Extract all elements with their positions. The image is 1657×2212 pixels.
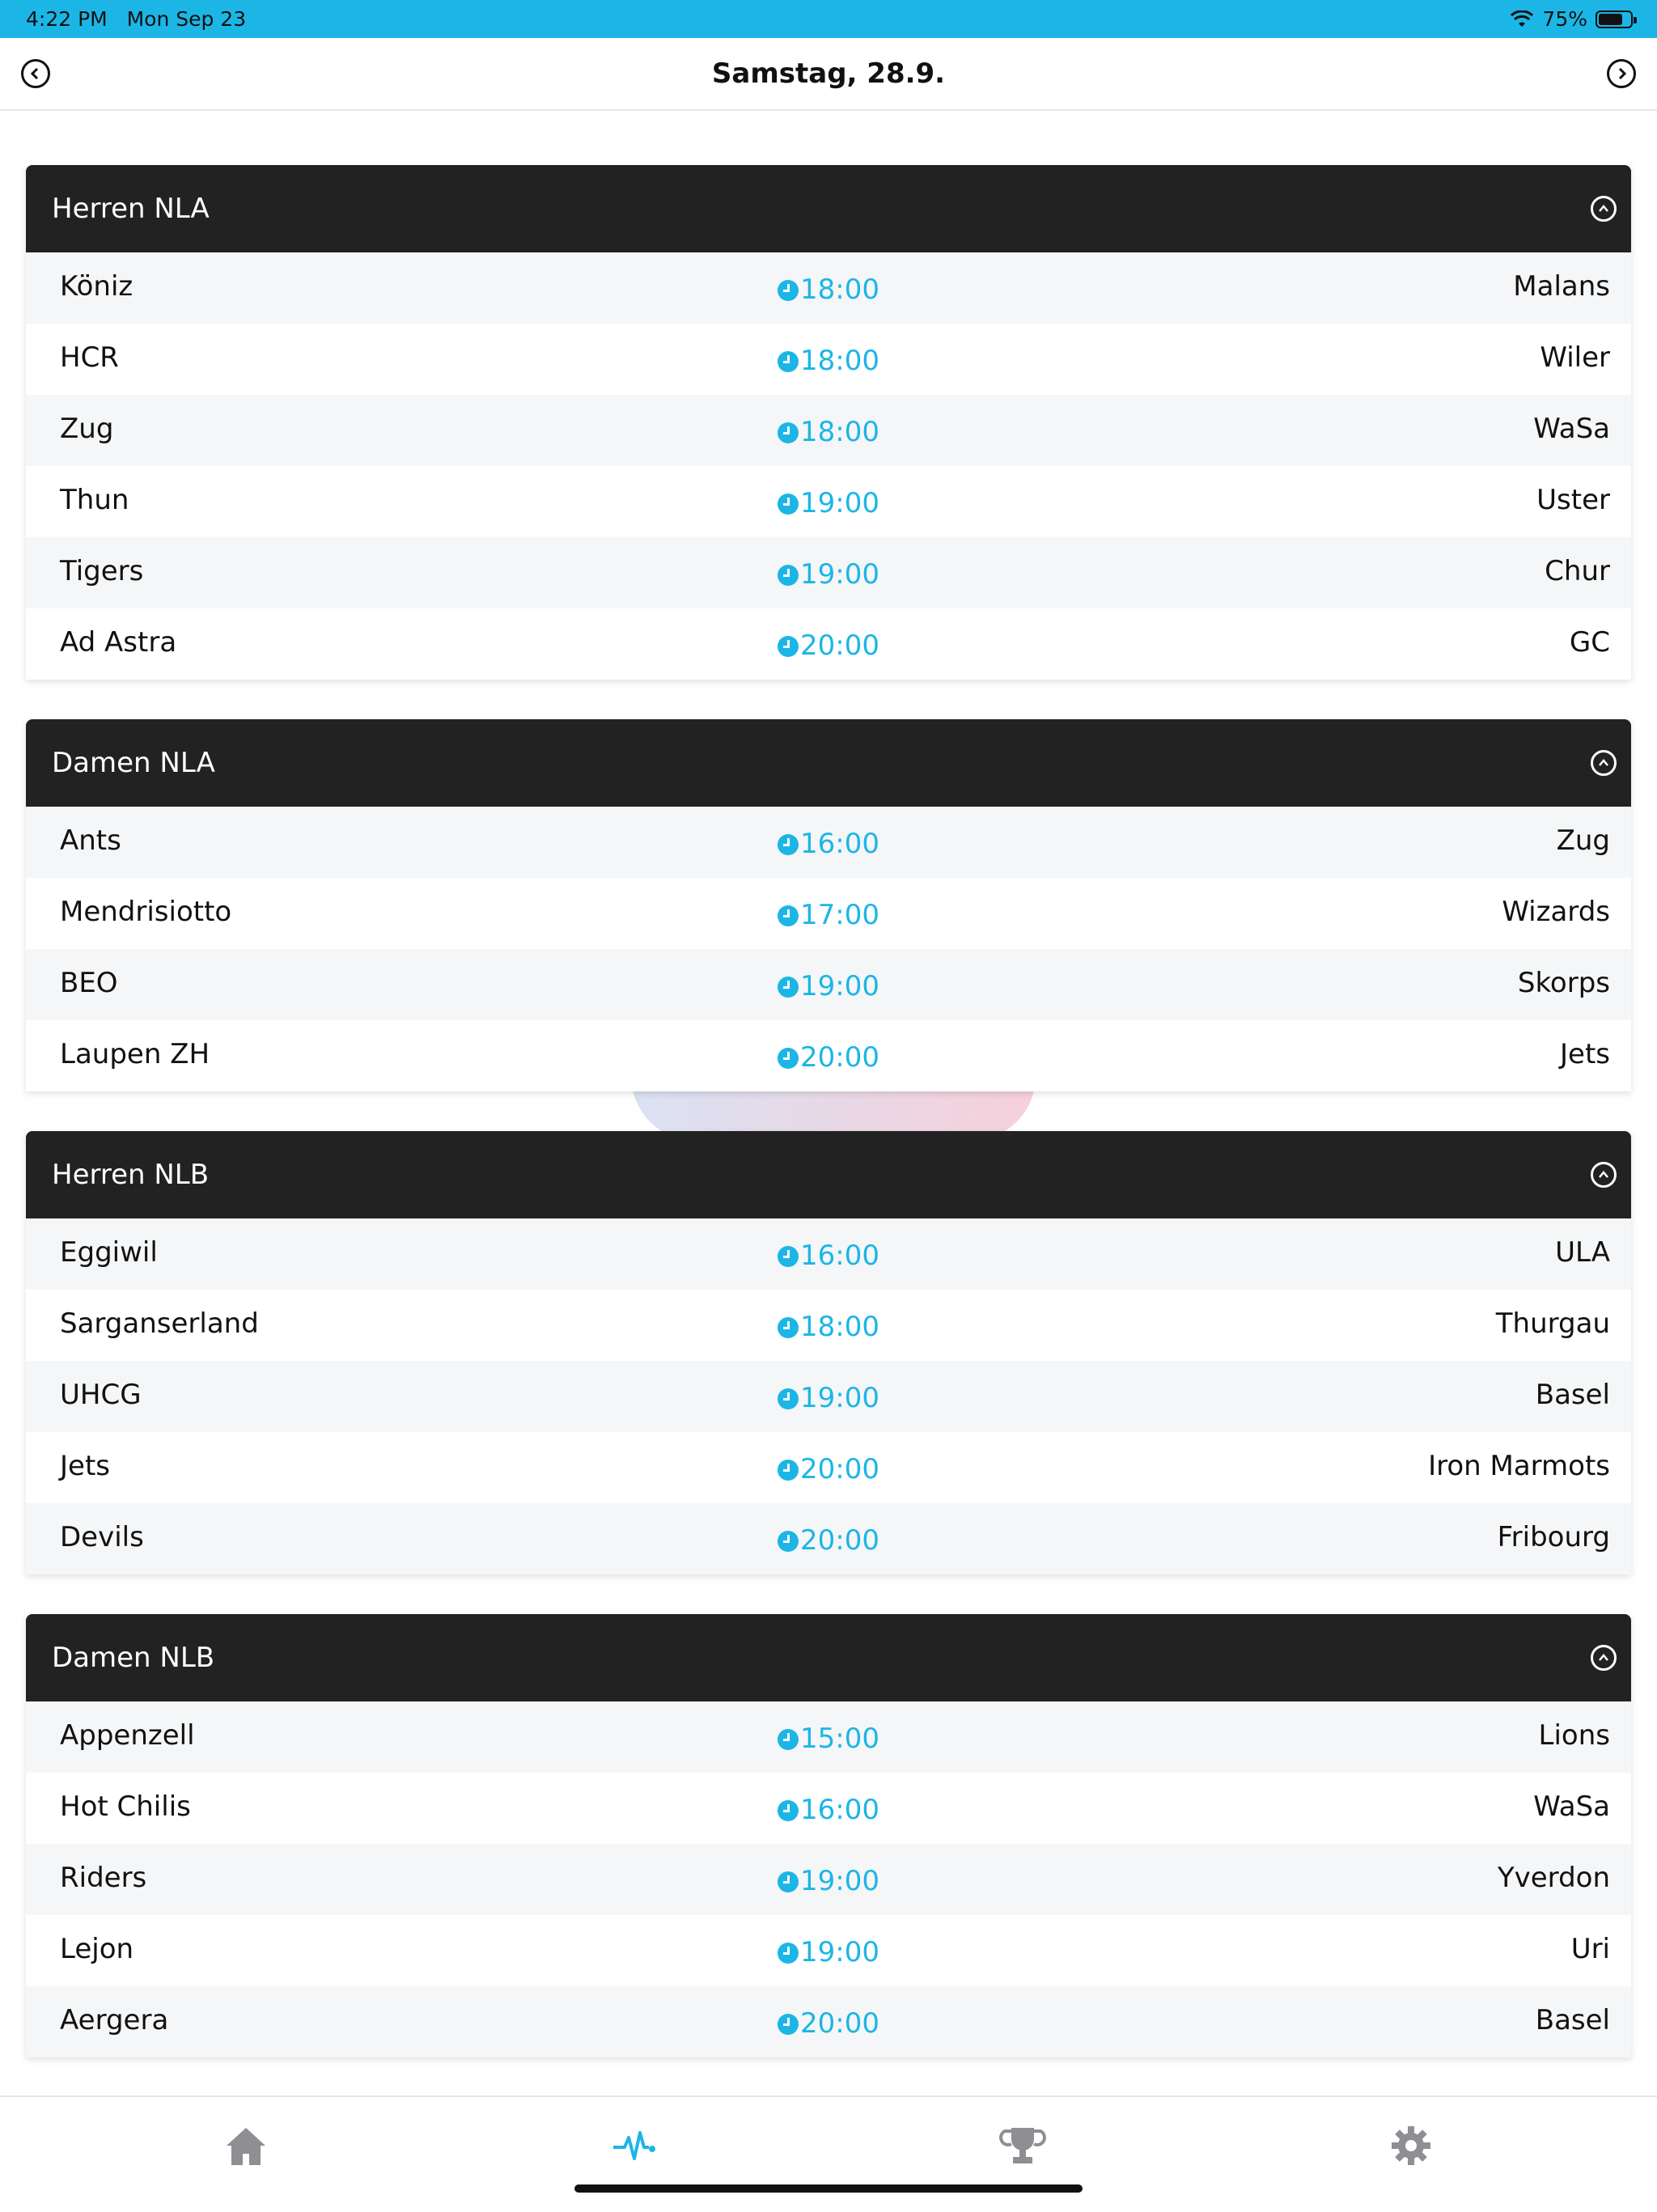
clock-icon <box>778 1388 799 1409</box>
game-time <box>26 1936 1631 1968</box>
chevron-right-icon <box>1614 66 1629 81</box>
game-time-text: 19:00 <box>800 558 879 591</box>
clock-icon <box>778 905 799 926</box>
clock-icon <box>778 834 799 855</box>
game-time <box>26 416 1631 448</box>
game-time <box>26 828 1631 860</box>
home-team: Ad Astra <box>60 626 177 659</box>
home-team: Jets <box>60 1450 110 1482</box>
league-section <box>26 1131 1631 1574</box>
status-right <box>1510 0 1633 38</box>
away-team: Chur <box>1545 555 1610 587</box>
away-team: WaSa <box>1533 1790 1610 1823</box>
section-header[interactable] <box>26 719 1631 807</box>
collapse-chevron-up-icon[interactable] <box>1591 1162 1617 1188</box>
clock-icon <box>778 494 799 515</box>
game-time <box>26 1865 1631 1897</box>
game-time <box>26 1453 1631 1485</box>
home-team: Devils <box>60 1521 144 1553</box>
league-section <box>26 719 1631 1091</box>
home-team: Eggiwil <box>60 1236 158 1269</box>
game-time-text: 16:00 <box>800 1794 879 1826</box>
away-team: Jets <box>1560 1038 1610 1070</box>
away-team: GC <box>1569 626 1610 659</box>
game-time <box>26 1794 1631 1826</box>
clock-icon <box>778 280 799 301</box>
game-time-text: 16:00 <box>800 1239 879 1272</box>
game-row[interactable] <box>26 1701 1631 1773</box>
away-team: Fribourg <box>1497 1521 1610 1553</box>
game-time-text: 19:00 <box>800 1382 879 1414</box>
away-team: Zug <box>1556 824 1610 857</box>
home-team: Zug <box>60 413 114 445</box>
game-time-text: 18:00 <box>800 345 879 377</box>
league-section <box>26 1614 1631 2057</box>
status-date: Mon Sep 23 <box>126 7 247 31</box>
home-team: Riders <box>60 1862 147 1894</box>
section-title: Herren NLA <box>52 193 210 225</box>
home-team: Aergera <box>60 2004 169 2036</box>
gear-icon <box>1387 2121 1435 2170</box>
home-team: BEO <box>60 967 118 999</box>
games-list <box>26 1218 1631 1574</box>
game-row[interactable] <box>26 1915 1631 1986</box>
game-time <box>26 487 1631 519</box>
home-team: Tigers <box>60 555 144 587</box>
games-list <box>26 252 1631 680</box>
away-team: Wizards <box>1502 896 1610 928</box>
game-time <box>26 1382 1631 1414</box>
clock-icon <box>778 2014 799 2035</box>
home-team: Laupen ZH <box>60 1038 210 1070</box>
game-time-text: 18:00 <box>800 416 879 448</box>
section-title: Damen NLB <box>52 1642 215 1674</box>
tab-live[interactable] <box>610 2121 659 2170</box>
home-team: HCR <box>60 341 119 374</box>
trophy-icon <box>998 2121 1047 2170</box>
away-team: WaSa <box>1533 413 1610 445</box>
section-header[interactable] <box>26 165 1631 252</box>
status-time-date <box>26 0 246 38</box>
tab-standings[interactable] <box>998 2121 1047 2170</box>
game-row[interactable] <box>26 1503 1631 1574</box>
clock-icon <box>778 977 799 998</box>
game-time <box>26 2007 1631 2040</box>
game-row[interactable] <box>26 608 1631 680</box>
game-row[interactable] <box>26 1773 1631 1844</box>
game-time <box>26 629 1631 662</box>
away-team: Uster <box>1536 484 1610 516</box>
home-indicator <box>574 2184 1083 2193</box>
home-team: Mendrisiotto <box>60 896 232 928</box>
tab-home[interactable] <box>222 2121 270 2170</box>
game-time-text: 17:00 <box>800 899 879 931</box>
home-team: UHCG <box>60 1379 142 1411</box>
game-row[interactable] <box>26 949 1631 1020</box>
tab-bar <box>0 2095 1657 2212</box>
clock-icon <box>778 1460 799 1481</box>
game-time-text: 18:00 <box>800 273 879 306</box>
away-team: ULA <box>1555 1236 1610 1269</box>
game-row[interactable] <box>26 1432 1631 1503</box>
away-team: Uri <box>1570 1933 1610 1965</box>
game-row[interactable] <box>26 395 1631 466</box>
collapse-chevron-up-icon[interactable] <box>1591 1645 1617 1671</box>
game-row[interactable] <box>26 878 1631 949</box>
game-time-text: 15:00 <box>800 1723 879 1755</box>
game-time-text: 19:00 <box>800 1865 879 1897</box>
game-time <box>26 558 1631 591</box>
game-time <box>26 970 1631 1002</box>
tab-settings[interactable] <box>1387 2121 1435 2170</box>
game-row[interactable] <box>26 1020 1631 1091</box>
section-header[interactable] <box>26 1131 1631 1218</box>
home-team: Lejon <box>60 1933 134 1965</box>
game-time-text: 19:00 <box>800 487 879 519</box>
games-list <box>26 807 1631 1091</box>
clock-icon <box>778 1048 799 1069</box>
away-team: Thurgau <box>1495 1307 1610 1340</box>
game-time-text: 16:00 <box>800 828 879 860</box>
game-time <box>26 273 1631 306</box>
section-title: Damen NLA <box>52 747 215 779</box>
game-row[interactable] <box>26 807 1631 878</box>
clock-icon <box>778 1943 799 1964</box>
game-time <box>26 899 1631 931</box>
home-team: Appenzell <box>60 1719 195 1752</box>
clock-icon <box>778 1246 799 1267</box>
away-team: Iron Marmots <box>1428 1450 1610 1482</box>
status-bar <box>0 0 1657 38</box>
game-time-text: 19:00 <box>800 970 879 1002</box>
clock-icon <box>778 422 799 443</box>
game-time <box>26 1041 1631 1074</box>
away-team: Yverdon <box>1497 1862 1610 1894</box>
section-header[interactable] <box>26 1614 1631 1701</box>
activity-icon <box>610 2121 659 2170</box>
away-team: Basel <box>1535 1379 1610 1411</box>
home-team: Köniz <box>60 270 133 303</box>
game-row[interactable] <box>26 537 1631 608</box>
battery-percent: 75% <box>1542 7 1587 31</box>
game-time-text: 20:00 <box>800 629 879 662</box>
date-nav-bar <box>0 38 1657 111</box>
game-row[interactable] <box>26 1986 1631 2057</box>
game-time-text: 20:00 <box>800 2007 879 2040</box>
away-team: Lions <box>1538 1719 1610 1752</box>
game-time-text: 20:00 <box>800 1041 879 1074</box>
game-time-text: 18:00 <box>800 1311 879 1343</box>
game-row[interactable] <box>26 1218 1631 1290</box>
section-title: Herren NLB <box>52 1159 210 1191</box>
game-time-text: 20:00 <box>800 1453 879 1485</box>
games-list <box>26 1701 1631 2057</box>
page-title: Samstag, 28.9. <box>711 57 946 90</box>
next-day-button[interactable] <box>1607 59 1636 88</box>
game-row[interactable] <box>26 466 1631 537</box>
collapse-chevron-up-icon[interactable] <box>1591 196 1617 222</box>
game-row[interactable] <box>26 1844 1631 1915</box>
game-row[interactable] <box>26 324 1631 395</box>
game-row[interactable] <box>26 1361 1631 1432</box>
league-section <box>26 165 1631 680</box>
game-time-text: 19:00 <box>800 1936 879 1968</box>
home-team: Thun <box>60 484 129 516</box>
game-row[interactable] <box>26 252 1631 324</box>
clock-icon <box>778 1729 799 1750</box>
clock-icon <box>778 1800 799 1821</box>
away-team: Malans <box>1513 270 1610 303</box>
game-time-text: 20:00 <box>800 1524 879 1557</box>
game-time <box>26 345 1631 377</box>
game-time <box>26 1311 1631 1343</box>
clock-icon <box>778 351 799 372</box>
game-time <box>26 1723 1631 1755</box>
collapse-chevron-up-icon[interactable] <box>1591 750 1617 776</box>
away-team: Wiler <box>1540 341 1610 374</box>
game-time <box>26 1239 1631 1272</box>
home-icon <box>222 2121 270 2170</box>
away-team: Skorps <box>1517 967 1610 999</box>
battery-icon <box>1596 11 1633 28</box>
clock-icon <box>778 1871 799 1892</box>
game-row[interactable] <box>26 1290 1631 1361</box>
clock-icon <box>778 636 799 657</box>
away-team: Basel <box>1535 2004 1610 2036</box>
home-team: Ants <box>60 824 121 857</box>
clock-icon <box>778 565 799 586</box>
home-team: Sarganserland <box>60 1307 259 1340</box>
game-time <box>26 1524 1631 1557</box>
clock-icon <box>778 1317 799 1338</box>
home-team: Hot Chilis <box>60 1790 191 1823</box>
status-time: 4:22 PM <box>26 7 108 31</box>
wifi-icon <box>1510 11 1534 28</box>
clock-icon <box>778 1531 799 1552</box>
